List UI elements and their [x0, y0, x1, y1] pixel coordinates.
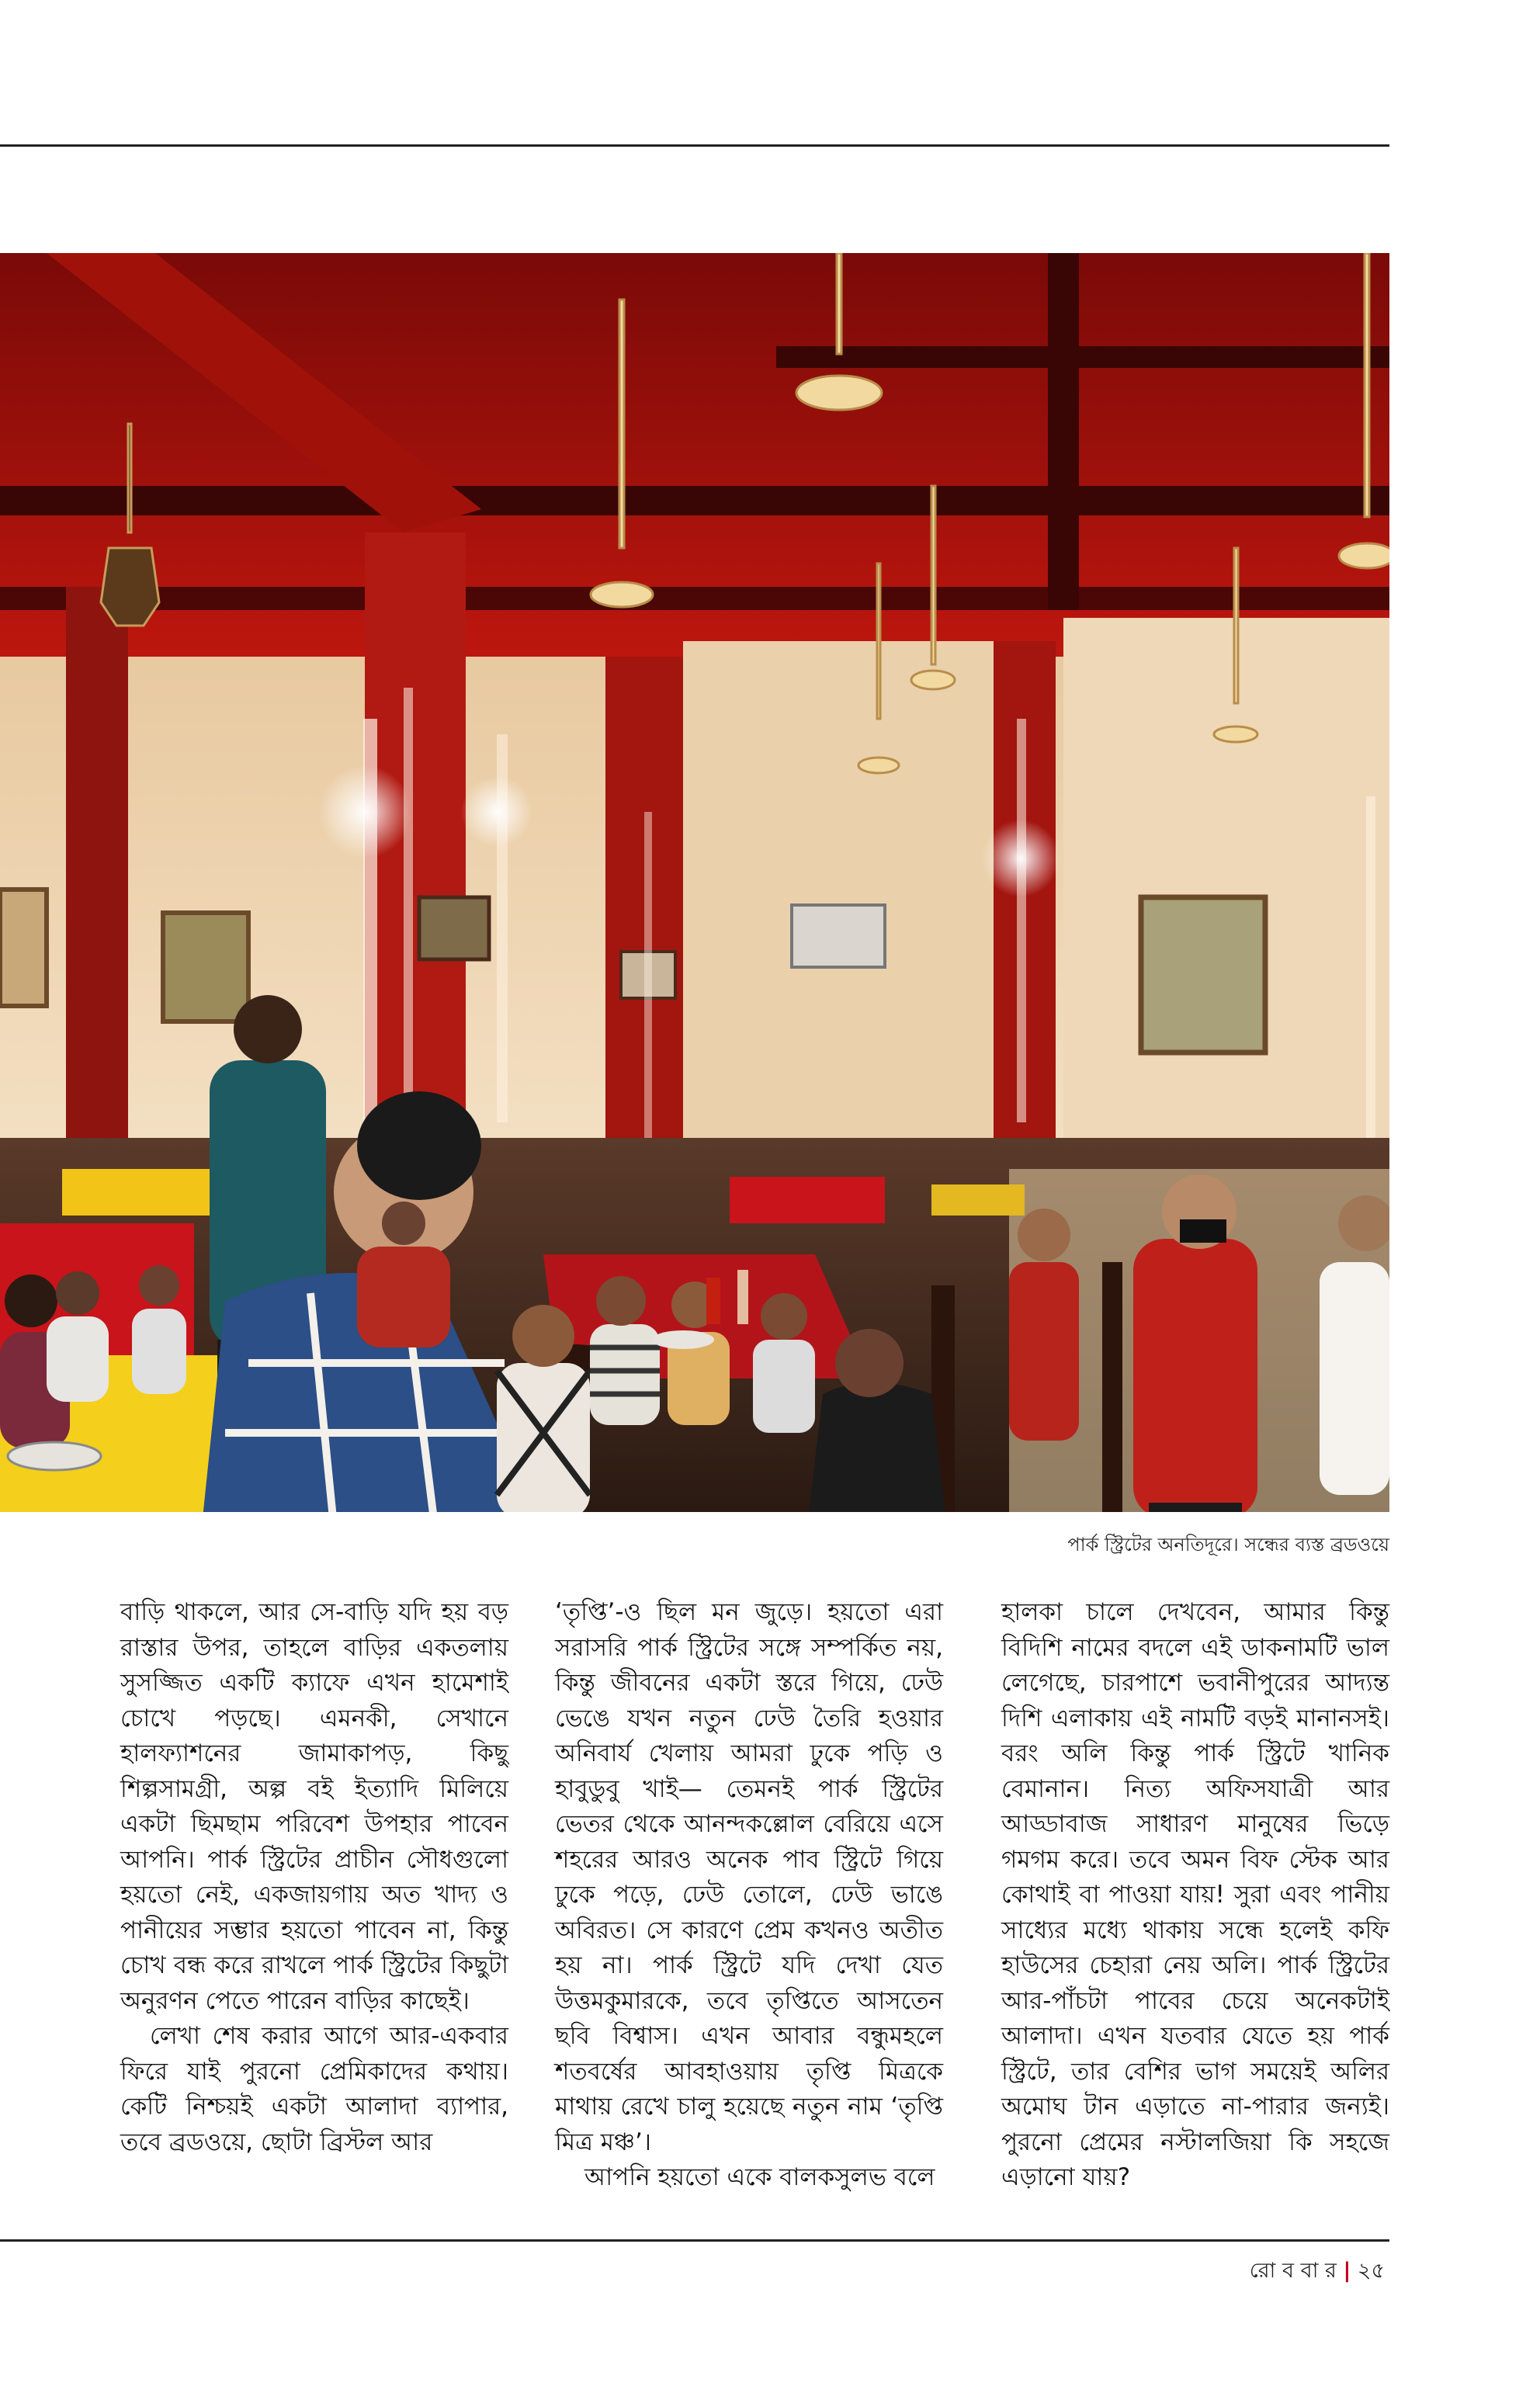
bottom-rule: [0, 2239, 1389, 2242]
text-column-2: [555, 1595, 943, 2196]
page-number: ২৫: [1357, 2259, 1385, 2283]
magazine-name: রো ব বা র: [1249, 2259, 1337, 2283]
paragraph: বাড়ি থাকলে, আর সে-বাড়ি যদি হয় বড় রাস্তার উপর, তাহলে বাড়ির একতলায় সুসজ্জিত একটি ক্যাফে এখন হামেশাই চোখে পড়ছে। এমনকী, সেখানে হালফ্যাশনের জামাকাপড়, কিছু শিল্পসামগ্রী, অল্প বই ইত্যাদি মিলিয়ে একটা ছিমছাম পরিবেশ উপহার পাবেন আপনি। পার্ক স্ট্রিটের প্রাচীন সৌধগুলো হয়তো নেই, একজায়গায় অত খাদ্য ও পানীয়ের সম্ভার হয়তো পাবেন না, কিন্তু চোখ বন্ধ করে রাখলে পার্ক স্ট্রিটের কিছুটা অনুরণন পেতে পারেন বাড়ির কাছেই।: [120, 1598, 508, 2015]
restaurant-photo: [0, 253, 1389, 1512]
paragraph: ‘তৃপ্তি’-ও ছিল মন জুড়ে। হয়তো এরা সরাসরি পার্ক স্ট্রিটের সঙ্গে সম্পর্কিত নয়, কিন্তু জীবনের একটা স্তরে গিয়ে, ঢেউ ভেঙে যখন নতুন ঢেউ তৈরি হওয়ার অনিবার্য খেলায় আমরা ঢুকে পড়ি ও হাবুডুবু খাই— তেমনই পার্ক স্ট্রিটের ভেতর থেকে আনন্দকল্লোল বেরিয়ে এসে শহরের আরও অনেক পাব স্ট্রিটে গিয়ে ঢুকে পড়ে, ঢেউ তোলে, ঢেউ ভাঙে অবিরত। সে কারণে প্রেম কখনও অতীত হয় না। পার্ক স্ট্রিটে যদি দেখা যেত উত্তমকুমারকে, তবে তৃপ্তিতে আসতেন ছবি বিশ্বাস। এখন আবার বন্ধুমহলে শতবর্ষের আবহাওয়ায় তৃপ্তি মিত্রকে মাথায় রেখে চালু হয়েছে নতুন নাম ‘তৃপ্তি মিত্র মঞ্চ’।: [555, 1598, 943, 2156]
paragraph: লেখা শেষ করার আগে আর-একবার ফিরে যাই পুরনো প্রেমিকাদের কথায়। কেটি নিশ্চয়ই একটা আলাদা ব্যাপার, তবে ব্রডওয়ে, ছোটা ব্রিস্টল আর: [120, 2022, 508, 2156]
top-rule: [0, 144, 1389, 147]
text-column-1: [120, 1595, 508, 2160]
photo-caption: পার্ক স্ট্রিটের অনতিদূরে। সন্ধের ব্যস্ত ব্রডওয়ে: [1067, 1534, 1389, 1555]
paragraph: হালকা চালে দেখবেন, আমার কিন্তু বিদিশি নামের বদলে এই ডাকনামটি ভাল লেগেছে, চারপাশে ভবানীপুরের আদ্যন্ত দিশি এলাকায় এই নামটি বড়ই মানানসই। বরং অলি কিন্তু পার্ক স্ট্রিটে খানিক বেমানান। নিত্য অফিসযাত্রী আর আড্ডাবাজ সাধারণ মানুষের ভিড়ে গমগম করে। তবে অমন বিফ স্টেক আর কোথাই বা পাওয়া যায়! সুরা এবং পানীয় সাধ্যের মধ্যে থাকায় সন্ধে হলেই কফি হাউসের চেহারা নেয় অলি। পার্ক স্ট্রিটের আর-পাঁচটা পাবের চেয়ে অনেকটাই আলাদা। এখন যতবার যেতে হয় পার্ক স্ট্রিটে, তার বেশির ভাগ সময়েই অলির অমোঘ টান এড়াতে না-পারার জন্যই। পুরনো প্রেমের নস্টালজিয়া কি সহজে এড়ানো যায়?: [1001, 1598, 1389, 2191]
page-folio: [1250, 2255, 1385, 2290]
paragraph: আপনি হয়তো একে বালকসুলভ বলে: [584, 2163, 935, 2191]
folio-separator: |: [1343, 2259, 1351, 2283]
text-column-3: [1001, 1595, 1389, 2196]
